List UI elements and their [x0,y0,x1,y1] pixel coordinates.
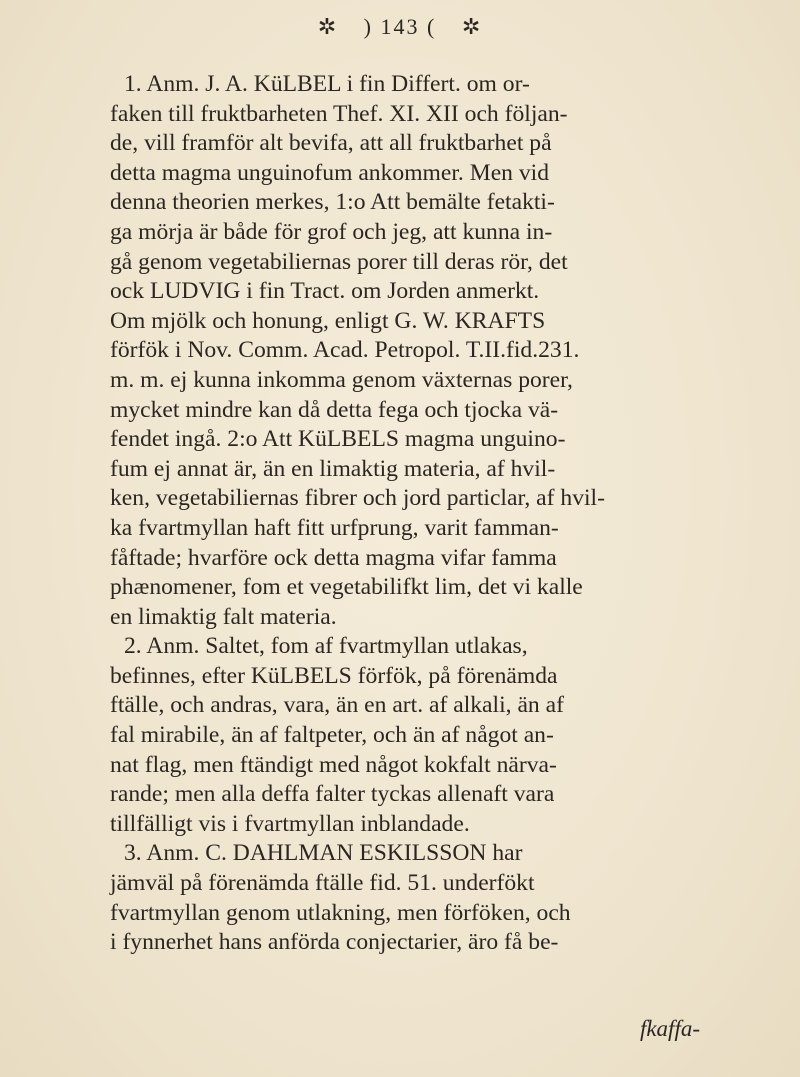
page-header [0,14,800,40]
text-line: jämväl på förenämda ftälle fid. 51. underfökt [110,870,535,897]
text-line: fal mirabile, än af faltpeter, och än af något an- [110,722,554,749]
text-line: ken, vegetabiliernas fibrer och jord particlar, af hvil- [110,485,605,512]
text-line: en limaktig falt materia. [110,603,337,630]
text-line: ka fvartmyllan haft fitt urfprung, varit famman- [110,514,559,541]
text-line: i fynnerhet hans anförda conjectarier, äro få be- [110,929,559,956]
text-line: fåftade; hvarföre ock detta magma vifar famma [110,544,557,571]
text-line: 3. Anm. C. DAHLMAN ESKILSSON har [124,840,523,867]
text-line: detta magma unguinofum ankommer. Men vid [110,159,550,186]
text-line: ga mörja är både för grof och jeg, att kunna in- [110,218,553,245]
star-ornament-left-icon: ✲ [317,14,339,39]
text-line: faken till fruktbarheten Thef. XI. XII och följan- [110,100,568,127]
text-line: 1. Anm. J. A. KüLBEL i fin Differt. om or- [124,71,530,97]
text-line: fendet ingå. 2:o Att KüLBELS magma unguino- [110,426,566,453]
text-line: befinnes, efter KüLBELS förfök, på förenämda [110,662,558,689]
text-line: nat flag, men ftändigt med något kokfalt närva- [110,751,557,778]
text-line: ftälle, och andras, vara, än en art. af alkali, än af [110,692,564,719]
star-ornament-right-icon: ✲ [461,14,483,39]
text-line: mycket mindre kan då detta fega och tjocka vä- [110,396,559,423]
text-line: gå genom vegetabiliernas porer till deras rör, det [110,248,568,275]
body-text [110,70,700,958]
text-line: ock LUDVIG i fin Tract. om Jorden anmerkt. [110,278,540,305]
text-line: phænomener, fom et vegetabilifkt lim, det vi kalle [110,574,583,601]
text-line: tillfälligt vis i fvartmyllan inblandade. [110,810,470,837]
text-line: de, vill framför alt bevifa, att all fruktbarhet på [110,130,552,157]
text-line: denna theorien merkes, 1:o Att bemälte fetakti- [110,189,555,216]
text-line: Om mjölk och honung, enligt G. W. KRAFTS [110,307,546,334]
text-line: förfök i Nov. Comm. Acad. Petropol. T.II.fid.231. [110,337,580,364]
text-line: fum ej annat är, än en limaktig materia, af hvil- [110,455,556,482]
text-line: rande; men alla deffa falter tyckas allenaft vara [110,781,555,808]
page-number: ) 143 ( [363,14,437,39]
catchword: fkaffa- [639,1016,700,1041]
text-line: m. m. ej kunna inkomma genom växternas porer, [110,366,573,393]
text-line: fvartmyllan genom utlakning, men förföken, och [110,899,571,926]
text-line: 2. Anm. Saltet, fom af fvartmyllan utlakas, [124,633,528,660]
